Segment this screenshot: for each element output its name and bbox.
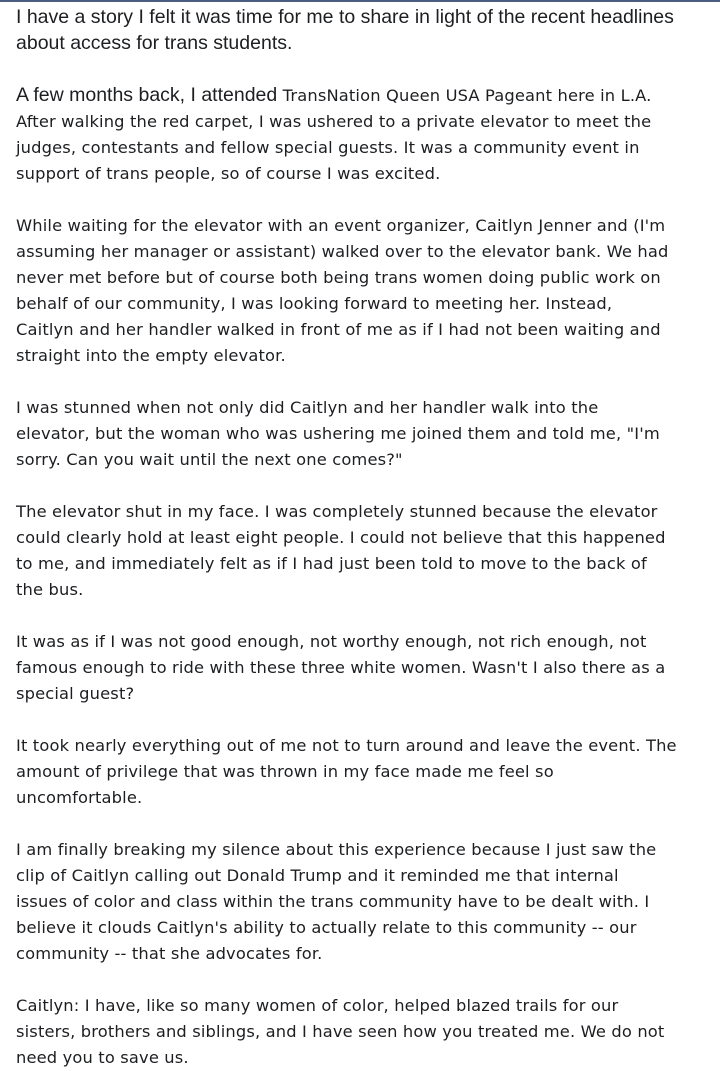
post-body bbox=[16, 4, 716, 1071]
paragraph-closing: Caitlyn: I have, like so many women of color, helped blazed trails for our sisters, brothers and siblings, and I have seen how you treated me. We do not need you to save us. bbox=[16, 996, 665, 1067]
paragraph-pageant bbox=[16, 82, 716, 187]
paragraph-stunned: I was stunned when not only did Caitlyn and her handler walk into the elevator, but the woman who was ushering me joined them and told me, "I'm sorry. Can you wait until the next one comes?" bbox=[16, 398, 660, 469]
paragraph-gap bbox=[16, 56, 716, 82]
paragraph-elevator-shut: The elevator shut in my face. I was completely stunned because the elevator could clearly hold at least eight people. I could not believe that this happened to me, and immediately felt as if I had just been told to move to the back of the bus. bbox=[16, 502, 666, 599]
paragraph-gap bbox=[16, 369, 716, 395]
paragraph-privilege: It took nearly everything out of me not to turn around and leave the event. The amount of privilege that was thrown in my face made me feel so uncomfortable. bbox=[16, 736, 677, 807]
paragraph-gap bbox=[16, 187, 716, 213]
paragraph-breaking-silence: I am finally breaking my silence about this experience because I just saw the clip of Caitlyn calling out Donald Trump and it reminded me that internal issues of color and class within the trans community have to be dealt with. I believe it clouds Caitlyn's ability to actually relate to this community -- our community -- that she advocates for. bbox=[16, 840, 657, 963]
paragraph-not-good-enough: It was as if I was not good enough, not worthy enough, not rich enough, not famous enough to ride with these three white women. Wasn't I also there as a special guest? bbox=[16, 632, 666, 703]
top-divider bbox=[0, 0, 720, 2]
paragraph-waiting: While waiting for the elevator with an event organizer, Caitlyn Jenner and (I'm assuming her manager or assistant) walked over to the elevator bank. We had never met before but of course both being trans women doing public work on behalf of our community, I was looking forward to meeting her. Instead, Caitlyn and her handler walked in front of me as if I had not been waiting and straight into the empty elevator. bbox=[16, 216, 669, 365]
paragraph-gap bbox=[16, 967, 716, 993]
paragraph-gap bbox=[16, 707, 716, 733]
paragraph-pageant-rest: TransNation Queen USA Pageant here in L.A. After walking the red carpet, I was ushered to a private elevator to meet the judges, contestants and fellow special guests. It was a community event in support of trans people, so of course I was excited. bbox=[16, 86, 652, 183]
paragraph-pageant-lead: A few months back, I attended bbox=[16, 84, 283, 106]
paragraph-gap bbox=[16, 811, 716, 837]
paragraph-gap bbox=[16, 473, 716, 499]
paragraph-gap bbox=[16, 603, 716, 629]
paragraph-intro: I have a story I felt it was time for me to share in light of the recent headlines about access for trans students. bbox=[16, 6, 674, 54]
